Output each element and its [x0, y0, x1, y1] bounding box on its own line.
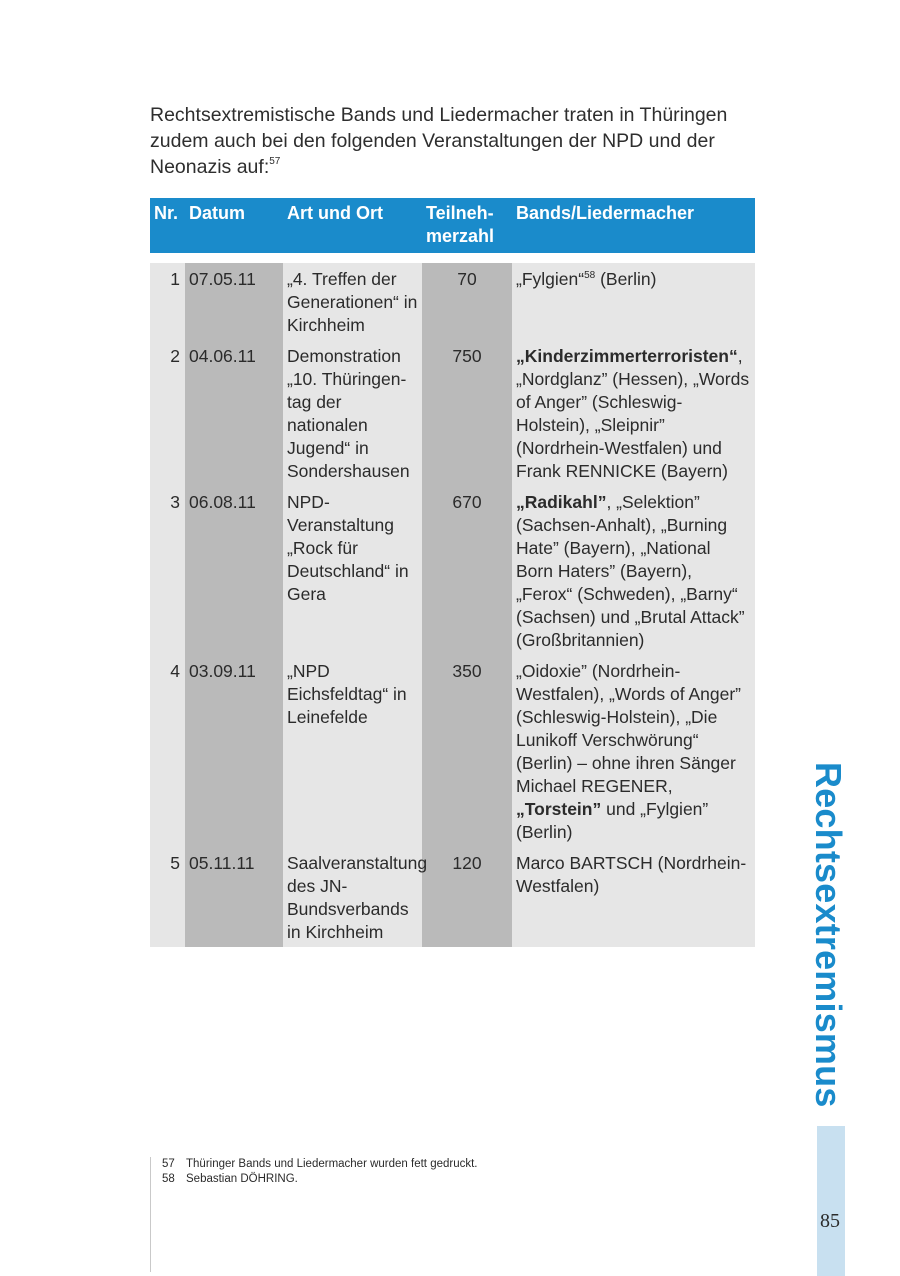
page-tab [817, 1126, 845, 1276]
intro-text: Rechtsextremistische Bands und Liedermacher traten in Thüringen zudem auch bei den folgenden Veranstaltungen der NPD und der Neonazis auf: [150, 104, 728, 178]
page-number: 85 [820, 1210, 840, 1232]
band-text: , „Selektion” (Sachsen-Anhalt), „Burning Hate” (Bayern), „National Born Haters” (Bayern), „Ferox“ (Schweden), „Barny“ (Sachsen) und „Brutal Attack” (Großbritannien) [516, 492, 745, 650]
header-art-und-ort: Art und Ort [283, 198, 422, 253]
footnote-ref-58: 58 [584, 270, 596, 281]
cell-bands [512, 852, 755, 947]
footnote-57 [162, 1157, 762, 1172]
table-spacer [150, 253, 755, 263]
header-teilnehmerzahl: Teilneh-merzahl [422, 198, 512, 253]
cell-teilnehmerzahl: 750 [422, 345, 512, 491]
cell-art-und-ort: NPD-Veranstaltung „Rock für Deutschland“ in Gera [283, 491, 422, 660]
table-row [150, 345, 755, 491]
cell-teilnehmerzahl: 670 [422, 491, 512, 660]
cell-bands [512, 345, 755, 491]
band-bold: „Kinderzimmerterroristen“ [516, 346, 738, 366]
footnote-divider [150, 1157, 151, 1272]
cell-art-und-ort: Saalveranstaltung des JN-Bundsverbands in Kirchheim [283, 852, 422, 947]
cell-teilnehmerzahl: 120 [422, 852, 512, 947]
table-header-row [150, 198, 755, 253]
section-side-title [808, 762, 849, 1108]
band-text: , „Nordglanz” (Hessen), „Words of Anger” (Schleswig-Holstein), „Sleipnir” (Nordrhein-Westfalen) und Frank RENNICKE (Bayern) [516, 346, 750, 481]
cell-datum: 04.06.11 [185, 345, 283, 491]
footnote-number: 57 [162, 1158, 175, 1170]
table-row [150, 660, 755, 852]
cell-nr: 5 [150, 852, 185, 947]
header-datum: Datum [185, 198, 283, 253]
band-bold: „Radikahl” [516, 492, 607, 512]
footnote-text: Thüringer Bands und Liedermacher wurden fett gedruckt. [186, 1158, 478, 1170]
header-nr: Nr. [150, 198, 185, 253]
events-table [150, 198, 755, 947]
cell-bands [512, 660, 755, 852]
cell-datum: 06.08.11 [185, 491, 283, 660]
footnotes [162, 1157, 762, 1187]
cell-nr: 2 [150, 345, 185, 491]
cell-datum: 03.09.11 [185, 660, 283, 852]
cell-datum: 07.05.11 [185, 263, 283, 345]
header-bands-liedermacher: Bands/Liedermacher [512, 198, 755, 253]
cell-teilnehmerzahl: 350 [422, 660, 512, 852]
band-text: „Fylgien“ [516, 269, 585, 289]
band-text: Marco BARTSCH (Nordrhein-Westfalen) [516, 853, 747, 896]
band-text: (Berlin) [595, 269, 657, 289]
cell-art-und-ort: Demonstration „10. Thüringen-tag der nationalen Jugend“ in Sondershausen [283, 345, 422, 491]
band-text: und „Fylgien” (Berlin) [516, 799, 709, 842]
cell-bands [512, 491, 755, 660]
cell-datum: 05.11.11 [185, 852, 283, 947]
cell-nr: 3 [150, 491, 185, 660]
footnote-ref-57: 57 [269, 156, 281, 167]
footnote-number: 58 [162, 1173, 175, 1185]
table-row [150, 263, 755, 345]
cell-teilnehmerzahl: 70 [422, 263, 512, 345]
cell-art-und-ort: „4. Treffen der Generationen“ in Kirchheim [283, 263, 422, 345]
band-bold: „Torstein” [516, 799, 602, 819]
cell-bands [512, 263, 755, 345]
footnote-text: Sebastian DÖHRING. [186, 1173, 298, 1185]
cell-art-und-ort: „NPD Eichsfeldtag“ in Leinefelde [283, 660, 422, 852]
cell-nr: 4 [150, 660, 185, 852]
cell-nr: 1 [150, 263, 185, 345]
intro-paragraph [150, 102, 760, 180]
table-row [150, 852, 755, 947]
band-text: „Oidoxie” (Nordrhein-Westfalen), „Words of Anger” (Schleswig-Holstein), „Die Lunikoff Verschwörung“ (Berlin) – ohne ihren Sänger Michael REGENER, [516, 661, 741, 796]
footnote-58 [162, 1172, 762, 1187]
table-row [150, 491, 755, 660]
side-title-text: Rechtsextremismus [808, 762, 849, 1108]
